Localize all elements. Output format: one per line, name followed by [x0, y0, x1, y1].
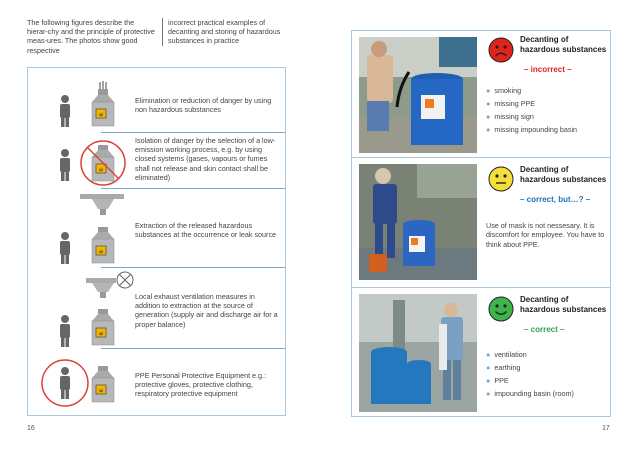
list-item: ● impounding basin (room) [486, 389, 574, 398]
hierarchy-text-ppe: PPE Personal Protective Equipment e.g.: protective gloves, protective clothing, respiratory protective equipment [135, 371, 267, 399]
page-number-left: 16 [27, 425, 35, 432]
neutral-face-icon [488, 166, 514, 192]
svg-text:☠: ☠ [98, 387, 104, 395]
hazard-container-icon [92, 227, 114, 263]
fan-icon [117, 272, 133, 288]
person-icon [60, 149, 70, 181]
list-item: ● smoking [486, 86, 522, 95]
example-title: Decanting of hazardous substances [520, 165, 607, 184]
hierarchy-row-isolation [28, 133, 285, 189]
page-number-right: 17 [602, 425, 610, 432]
list-item: ● PPE [486, 376, 509, 385]
hierarchy-text-ventilation: Local exhaust ventilation measures in addition to extraction at the source of generation (supply air and discharge air for a proper balance) [135, 292, 278, 329]
verdict-correct: – correct – [524, 325, 565, 334]
hierarchy-row-extraction [28, 189, 285, 268]
hierarchy-row-ventilation [28, 268, 285, 349]
example-correct-but [352, 157, 610, 287]
verdict-correct-but: – correct, but…? – [520, 195, 591, 204]
hierarchy-text-isolation: Isolation of danger by the selection of a low-emission working process, e.g. by using closed systems (gases, vapours or fumes shall not release and skin contact shall be eliminated) [135, 136, 276, 182]
intro-text-right: incorrect practical examples of decanting and storing of hazardous substances in practice [162, 18, 290, 46]
happy-face-icon [488, 296, 514, 322]
hazard-container-icon [92, 366, 114, 402]
example-incorrect [352, 31, 610, 157]
examples-panel [351, 30, 611, 417]
list-item: ● earthing [486, 363, 521, 372]
photo-correct-decanting [359, 294, 477, 412]
extraction-hood-icon [86, 278, 116, 298]
svg-text:☠: ☠ [98, 248, 104, 256]
photo-incorrect-decanting [359, 37, 477, 153]
verdict-incorrect: – incorrect – [524, 65, 572, 74]
sad-face-icon [488, 37, 514, 63]
hierarchy-text-extraction: Extraction of the released hazardous substances at the occurrence or leak source [135, 221, 277, 240]
hazard-container-icon [92, 309, 114, 345]
person-icon [60, 232, 70, 264]
example-title: Decanting of hazardous substances [520, 295, 607, 314]
extraction-hood-icon [80, 194, 124, 215]
svg-text:☠: ☠ [98, 111, 104, 119]
person-icon [60, 367, 70, 399]
svg-text:☠: ☠ [98, 166, 104, 174]
bullet-list-correct [486, 348, 574, 400]
hierarchy-text-elimination: Elimination or reduction of danger by using non hazardous substances [135, 96, 272, 115]
photo-questionable-decanting [359, 164, 477, 280]
list-item: ● missing PPE [486, 99, 536, 108]
example-correct [352, 287, 610, 416]
list-item: ● missing impounding basin [486, 125, 578, 134]
hierarchy-row-ppe [28, 349, 285, 415]
example-title: Decanting of hazardous substances [520, 35, 607, 54]
list-item: ● missing sign [486, 112, 534, 121]
hierarchy-panel [27, 67, 286, 416]
person-icon [60, 95, 70, 127]
hierarchy-row-elimination [28, 68, 285, 133]
person-icon [60, 315, 70, 347]
example-note: Use of mask is not nessesary. It is discomfort for employee. You have to think about PPE. [486, 221, 605, 249]
list-item: ● ventilation [486, 350, 527, 359]
bullet-list-incorrect [486, 84, 577, 136]
svg-text:☠: ☠ [98, 330, 104, 338]
intro-text-left: The following figures describe the hierar-chy and the principle of protective meas-ures. The photos show good respective [27, 18, 155, 55]
hazard-container-icon [92, 81, 114, 126]
